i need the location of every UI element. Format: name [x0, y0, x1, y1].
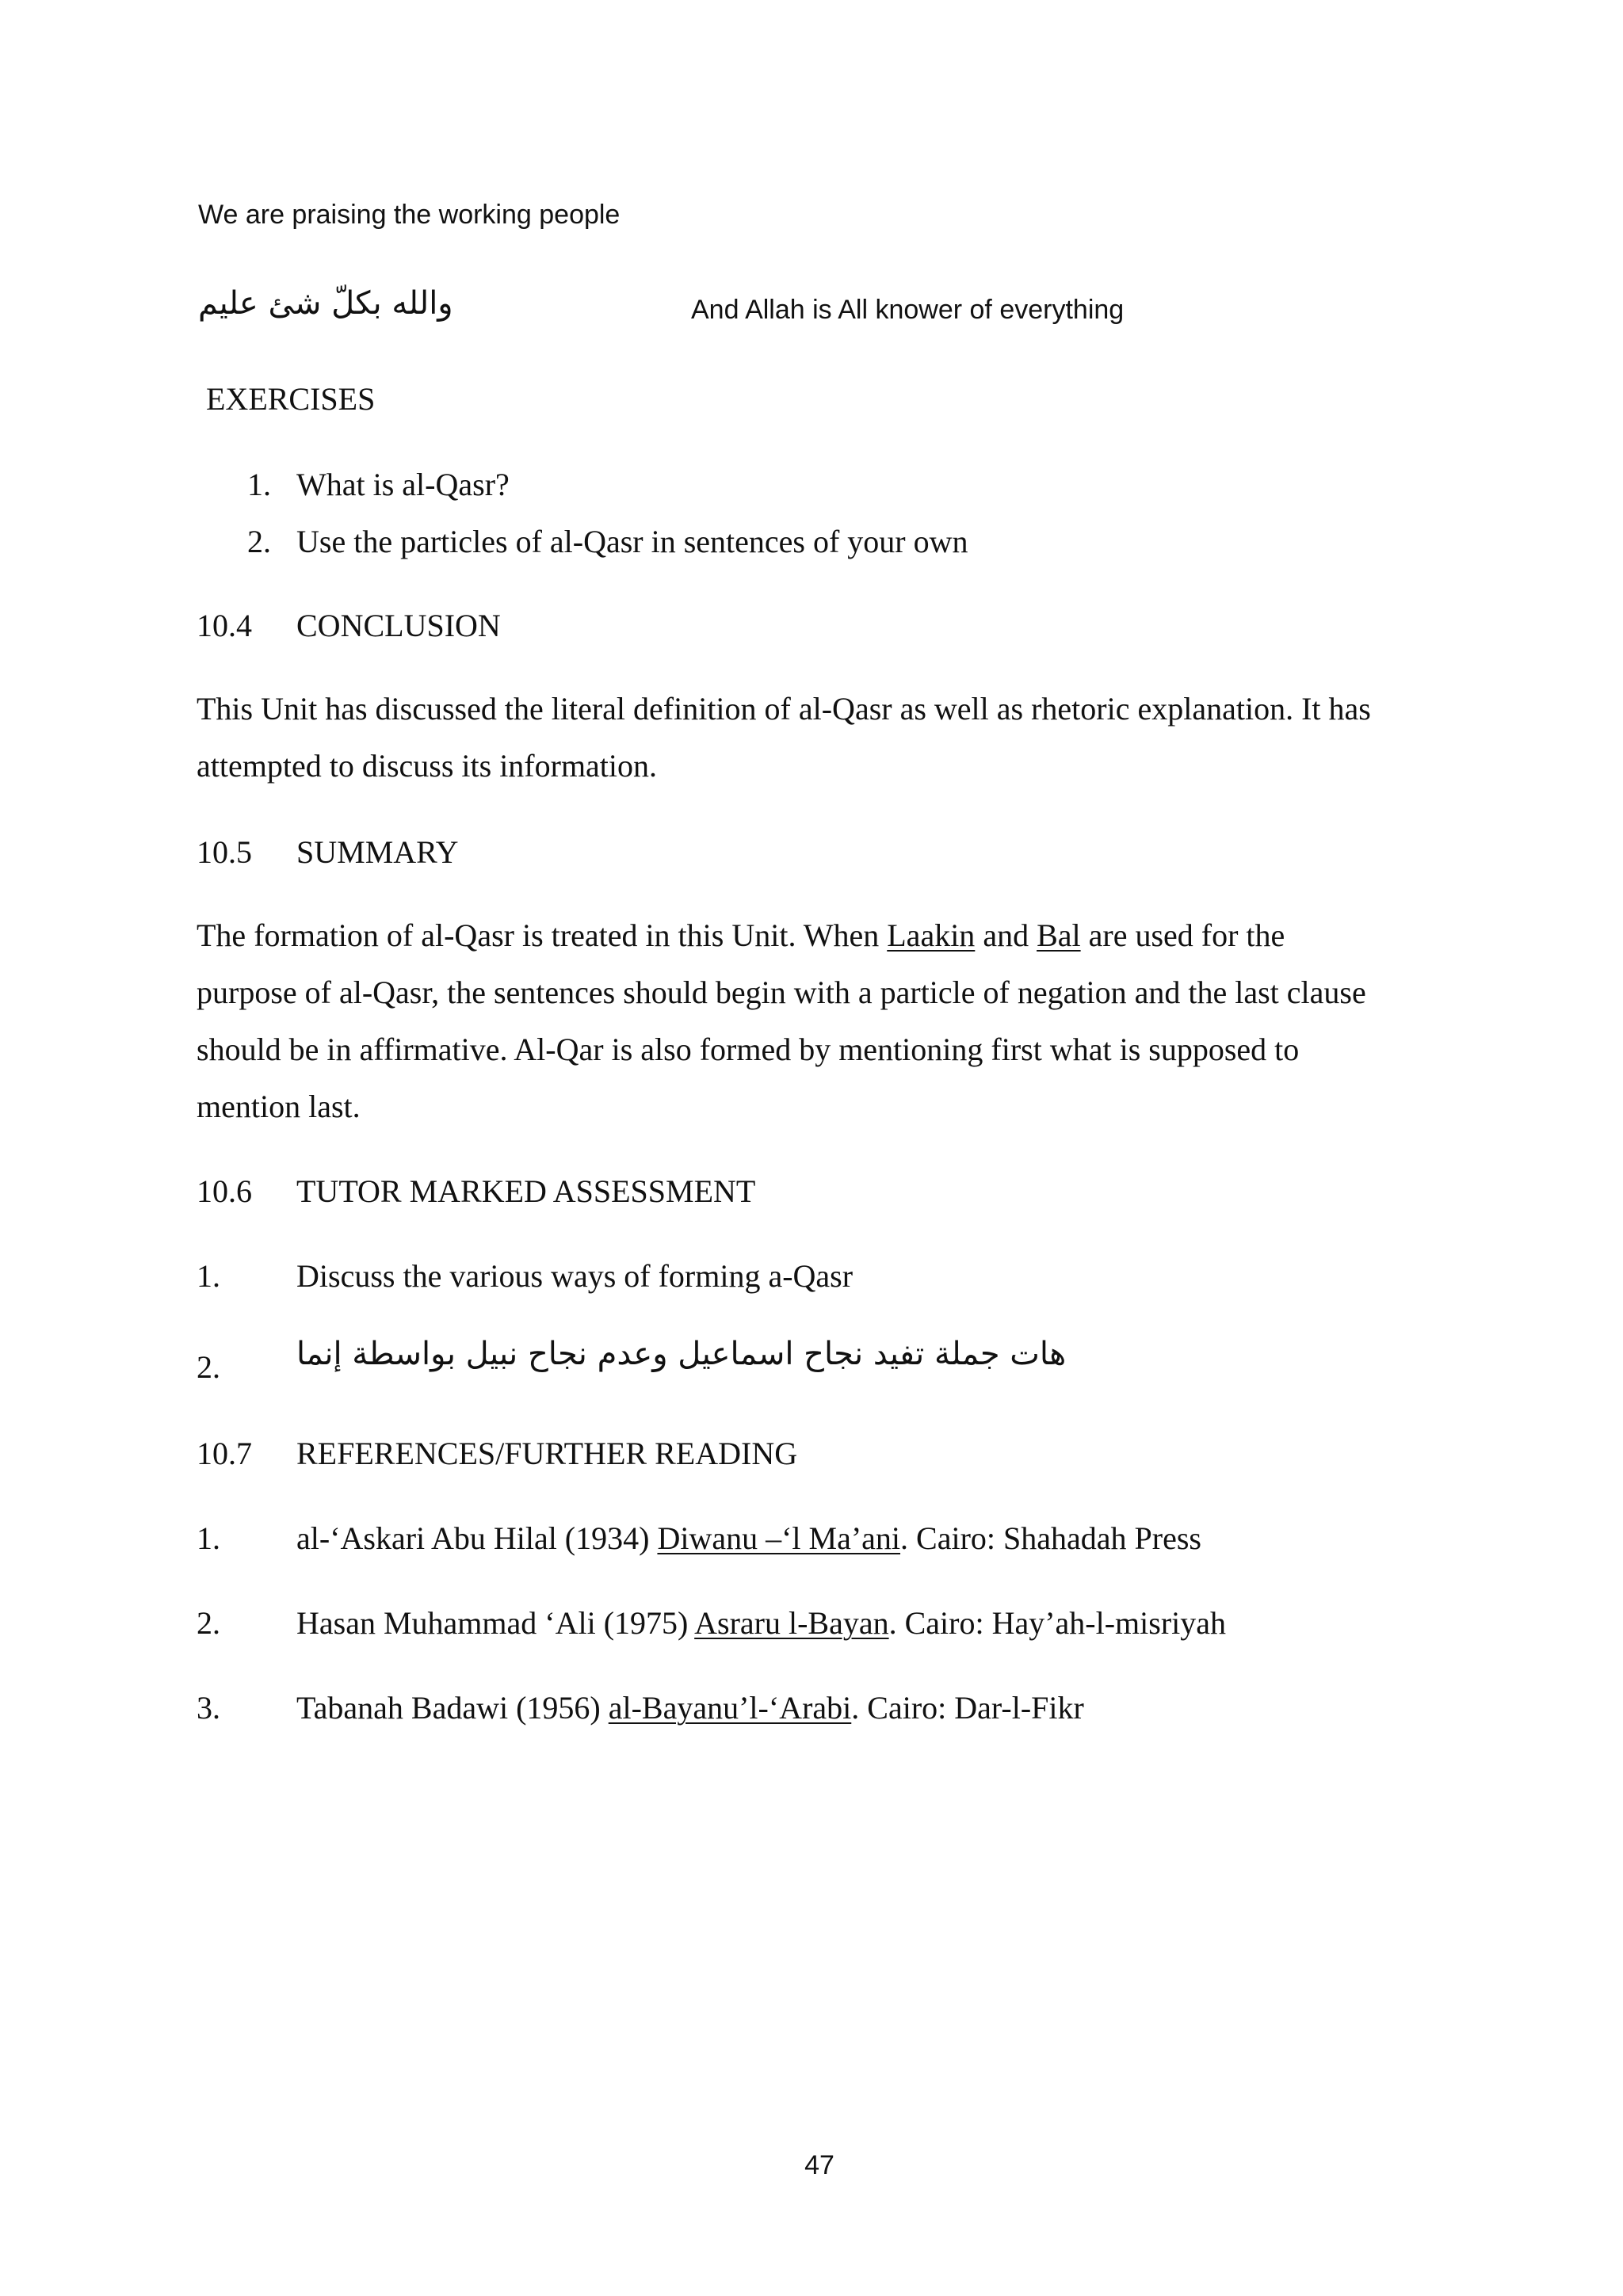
reference-title: al-Bayanu’l-‘Arabi	[608, 1690, 852, 1726]
tma-item-arabic: هات جملة تفيد نجاح اسماعيل وعدم نجاح نبيل بواسطة إنما	[296, 1336, 1067, 1372]
paragraph-line: should be in affirmative. Al-Qar is also formed by mentioning first what is supposed to	[197, 1032, 1300, 1067]
reference-entry: Tabanah Badawi (1956) al-Bayanu’l-‘Arabi. Cairo: Dar-l-Fikr	[296, 1690, 1084, 1726]
paragraph-line: This Unit has discussed the literal definition of al-Qasr as well as rhetoric explanation. It has	[197, 691, 1371, 727]
reference-title: Diwanu –‘l Ma’ani	[657, 1520, 901, 1556]
summary-paragraph	[197, 907, 1433, 1135]
section-title: REFERENCES/FURTHER READING	[296, 1436, 798, 1471]
tma-item-number: 2.	[197, 1349, 220, 1385]
paragraph-line: purpose of al-Qasr, the sentences should begin with a particle of negation and the last clause	[197, 974, 1366, 1010]
exercise-text: Use the particles of al-Qasr in sentences of your own	[296, 524, 968, 559]
conclusion-paragraph	[197, 681, 1433, 795]
section-title: TUTOR MARKED ASSESSMENT	[296, 1173, 756, 1209]
section-number: 10.5	[197, 834, 252, 870]
exercise-number: 1.	[247, 467, 271, 502]
exercise-number: 2.	[247, 524, 271, 559]
section-title: CONCLUSION	[296, 608, 501, 643]
arabic-translation: And Allah is All knower of everything	[691, 295, 1125, 325]
reference-number: 3.	[197, 1690, 220, 1726]
section-title: SUMMARY	[296, 834, 459, 870]
section-number: 10.6	[197, 1173, 252, 1209]
reference-number: 2.	[197, 1605, 220, 1641]
reference-number: 1.	[197, 1520, 220, 1556]
intro-line: We are praising the working people	[198, 200, 621, 230]
section-number: 10.4	[197, 608, 252, 643]
tma-item-number: 1.	[197, 1258, 220, 1294]
paragraph-line: mention last.	[197, 1089, 361, 1124]
paragraph-line: attempted to discuss its information.	[197, 748, 658, 784]
paragraph-line: The formation of al-Qasr is treated in this Unit. When Laakin and Bal are used for the	[197, 917, 1285, 953]
reference-entry: Hasan Muhammad ‘Ali (1975) Asraru l-Bayan. Cairo: Hay’ah-l-misriyah	[296, 1605, 1227, 1641]
term-bal: Bal	[1037, 917, 1081, 953]
page-number: 47	[804, 2150, 834, 2180]
exercises-heading: EXERCISES	[206, 381, 376, 417]
tma-item-text: Discuss the various ways of forming a-Qasr	[296, 1258, 854, 1294]
exercise-text: What is al-Qasr?	[296, 467, 510, 502]
arabic-phrase: والله بكلّ شئ عليم	[198, 285, 453, 322]
reference-entry: al-‘Askari Abu Hilal (1934) Diwanu –‘l Ma’ani. Cairo: Shahadah Press	[296, 1520, 1201, 1556]
reference-title: Asraru l-Bayan	[694, 1605, 889, 1641]
term-laakin: Laakin	[887, 917, 976, 953]
section-number: 10.7	[197, 1436, 252, 1471]
